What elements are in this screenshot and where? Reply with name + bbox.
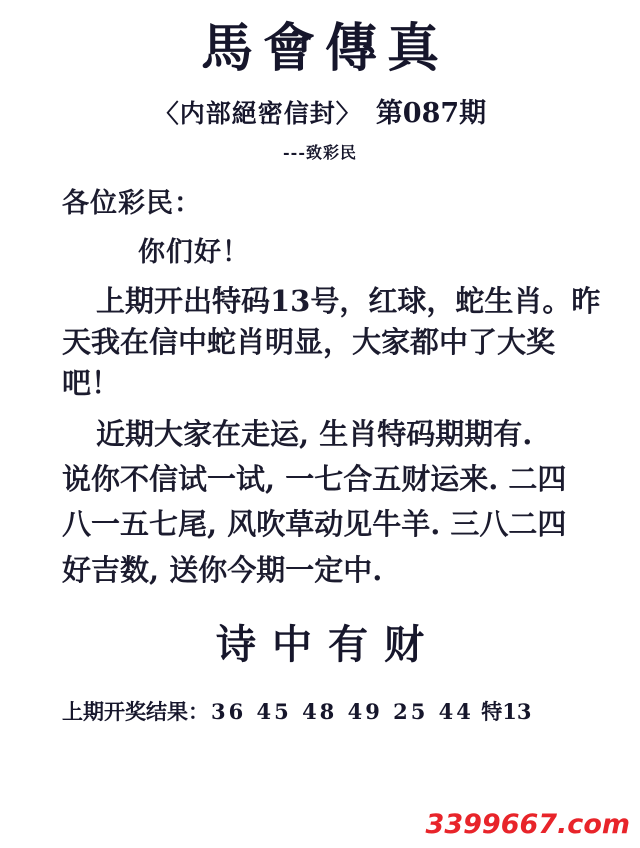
watermark: 3399667.com — [425, 809, 630, 840]
dedication-text: ---致彩民 — [283, 142, 357, 162]
subtitle-row — [0, 91, 640, 130]
issue-number: 第087期 — [375, 97, 487, 129]
salutation: 各位彩民： — [62, 187, 202, 219]
poem-line: 好吉数, 送你今期一定中. — [62, 552, 383, 587]
poem-line: 说你不信试一试, 一七合五财运来. 二四 — [62, 462, 567, 497]
previous-draw-result — [0, 696, 640, 726]
poem-block — [62, 414, 622, 591]
greeting: 你们好！ — [138, 236, 250, 268]
paragraph-result: 上期开出特码13号，红球，蛇生肖。昨天我在信中蛇肖明显，大家都中了大奖吧！ — [62, 283, 601, 400]
slogan: 诗中有财 — [216, 620, 440, 668]
result-label: 上期开奖结果： — [62, 698, 209, 724]
subtitle-text: 〈内部絕密信封〉 — [153, 98, 362, 128]
poem-line: 八一五七尾, 风吹草动见牛羊. 三八二四 — [62, 507, 567, 542]
letter-body — [0, 181, 640, 591]
special-number: 特13 — [481, 698, 532, 724]
poem-line: 近期大家在走运, 生肖特码期期有. — [96, 417, 533, 452]
page-title: 馬會傳真 — [200, 18, 449, 79]
result-numbers: 36 45 48 49 25 44 — [211, 698, 474, 724]
